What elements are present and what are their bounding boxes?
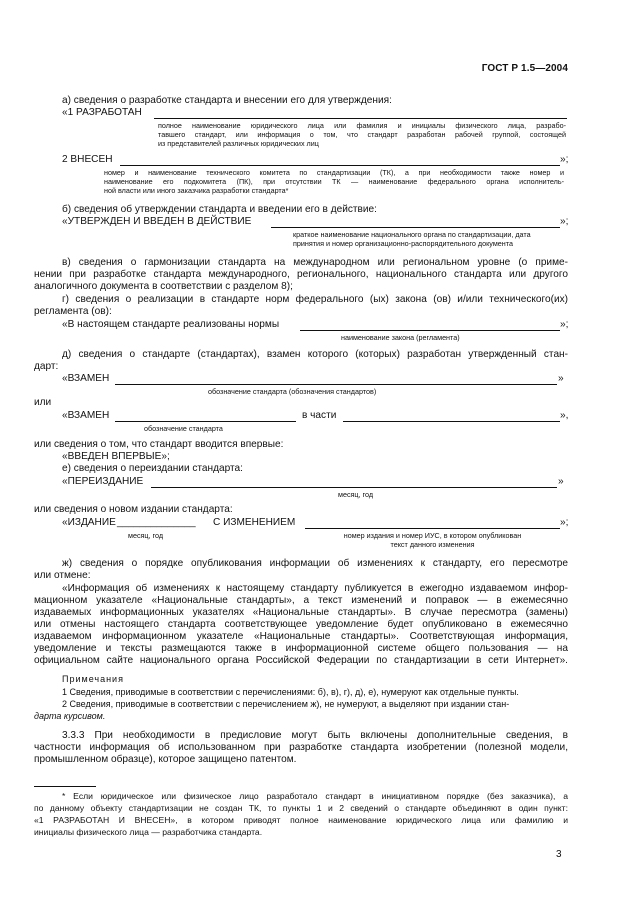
utverzhden-hint-2: принятия и номер организационно-распорядительного документа [293, 239, 513, 248]
vzamen2-label: «ВЗАМЕН [62, 410, 110, 421]
vnesen-hint-1: номер и наименование технического комитета по стандартизации (ТК), а при необходимости также номер и [104, 168, 564, 177]
vzamen2-hint: обозначение стандарта [144, 424, 223, 433]
laws-fill-line [300, 330, 560, 331]
vzamen-end: » [558, 373, 564, 384]
notes-heading: Примечания [62, 674, 124, 684]
izdanie-ius-hint-2: текст данного изменения [390, 540, 475, 549]
vnesen-hint-2: наименование его подкомитета (ПК), при отсутствии ТК — наименование федерального органа исполнитель- [104, 177, 564, 186]
document-code: ГОСТ Р 1.5—2004 [481, 63, 568, 74]
vnesen-fill-line [120, 165, 560, 166]
footnote-line-4: инициалы физического лица — разработчика стандарта. [34, 827, 263, 837]
block-g-line-2: регламента (ов): [34, 306, 112, 317]
razrabotan-hint-1: полное наименование юридического лица или фамилия и инициалы физического лица, разрабо- [158, 121, 566, 130]
pereizdanie-end: » [558, 476, 564, 487]
block-v-line-3: аналогичного документа в соответствии с разделом 8); [34, 281, 293, 292]
clause-333-line-1: 3.3.3 При необходимости в предисловие могут быть включены дополнительные сведения, в [62, 730, 568, 741]
razrabotan-hint-3: из представителей различных юридических лиц [158, 139, 319, 148]
v-chasti-fill-line [343, 421, 560, 422]
publication-quote-2: мационном указателе «Национальные стандарты», а текст изменений и поправок — в ежемесячно [34, 595, 568, 606]
publication-quote-5: издаваемом информационном указателе «Национальные стандарты». Соответствующая информация, [34, 631, 568, 642]
note-1: 1 Сведения, приводимые в соответствии с перечислениями: б), в), г), д), е), нумеруют как отдельные пункты. [62, 687, 519, 697]
publication-quote-7: официальном сайте национального органа Российской Федерации по стандартизации в сети Интернет». [34, 655, 568, 666]
utverzhden-label: «УТВЕРЖДЕН И ВВЕДЕН В ДЕЙСТВИЕ [62, 216, 252, 227]
vzamen-hint: обозначение стандарта (обозначения стандартов) [208, 387, 377, 396]
izdanie-fill-line [305, 528, 560, 529]
block-e-heading: е) сведения о переиздании стандарта: [62, 463, 243, 474]
first-time-intro: или сведения о том, что стандарт вводится впервые: [34, 439, 284, 450]
laws-hint: наименование закона (регламента) [341, 333, 460, 342]
note-2-part-1: 2 Сведения, приводимые в соответствии с перечислением ж), не нумеруют, а выделяют при издании стан- [62, 699, 510, 709]
pereizdanie-fill-line [151, 487, 557, 488]
utverzhden-hint-1: краткое наименование национального органа по стандартизации, дата [293, 230, 531, 239]
publication-quote-6: уведомление и тексты размещаются также в информационной системе общего пользования — на [34, 643, 568, 654]
vzamen-fill-line [115, 384, 557, 385]
vnesen-label: 2 ВНЕСЕН [62, 154, 113, 165]
vzamen-label: «ВЗАМЕН [62, 373, 110, 384]
izdanie-end: »; [560, 517, 569, 528]
block-zh-line-1: ж) сведения о порядке опубликования информации об изменениях к стандарту, его пересмотре [62, 558, 568, 569]
laws-label: «В настоящем стандарте реализованы нормы [62, 319, 280, 330]
utverzhden-end: »; [560, 216, 569, 227]
page-number: 3 [556, 849, 562, 860]
izdanie-label: «ИЗДАНИЕ [62, 517, 116, 528]
vnesen-hint-3: ной власти или иного заказчика разработки стандарта* [104, 186, 289, 195]
utverzhden-fill-line [271, 227, 560, 228]
block-v-line-1: в) сведения о гармонизации стандарта на международном или региональном уровне (о приме- [62, 257, 568, 268]
publication-quote-1: «Информация об изменениях к настоящему стандарту публикуется в ежегодно издаваемом инфор- [62, 583, 568, 594]
razrabotan-fill-line [154, 118, 567, 119]
izdanie-ius-hint-1: номер издания и номер ИУС, в котором опубликован [343, 531, 522, 540]
first-time-text: «ВВЕДЕН ВПЕРВЫЕ»; [62, 451, 170, 462]
note-2-part-2: дарта курсивом. [34, 711, 106, 721]
new-edition-intro: или сведения о новом издании стандарта: [34, 504, 233, 515]
block-zh-line-2: или отмене: [34, 570, 91, 581]
izdanie-month-hint: месяц, год [128, 531, 164, 540]
footnote-line-1: * Если юридическое или физическое лицо разработало стандарт в инициативном порядке (без заказчика), а [62, 791, 568, 801]
vnesen-end: »; [560, 154, 569, 165]
publication-quote-4: или отмены настоящего стандарта соответствующее уведомление будет опубликовано в ежемесячно [34, 619, 568, 630]
publication-quote-3: издаваемых информационных указателях «Национальные стандарты». В случае пересмотра (замены) [34, 607, 568, 618]
clause-333-line-3: промышленном образце), которое защищено патентом. [34, 754, 297, 765]
razrabotan-label: «1 РАЗРАБОТАН [62, 107, 142, 118]
block-a-heading: а) сведения о разработке стандарта и внесении его для утверждения: [62, 95, 392, 106]
block-b-heading: б) сведения об утверждении стандарта и введении его в действие: [62, 204, 377, 215]
laws-end: »; [560, 319, 569, 330]
v-chasti-text: в части [302, 410, 337, 421]
footnote-line-3: «1 РАЗРАБОТАН И ВНЕСЕН», в котором приводят полное наименование юридического лица или фамилию и [34, 815, 568, 825]
s-izmeneniem-text: С ИЗМЕНЕНИЕМ [213, 517, 296, 528]
pereizdanie-hint: месяц, год [338, 490, 374, 499]
vzamen2-end: », [560, 410, 569, 421]
block-d-line-2: дарт: [34, 361, 59, 372]
vzamen2-fill-line [115, 421, 296, 422]
footnote-separator [34, 786, 96, 787]
ili-text: или [34, 397, 52, 408]
pereizdanie-label: «ПЕРЕИЗДАНИЕ [62, 476, 144, 487]
izdanie-month-blank: ______________ [117, 517, 196, 528]
footnote-line-2: по данному объекту стандартизации не создан ТК, то пункты 1 и 2 сведений о стандарте объединяют в один пункт: [34, 803, 568, 813]
clause-333-line-2: частности информация об использованном при разработке стандарта изобретении (полезной модели, [34, 742, 568, 753]
block-g-line-1: г) сведения о реализации в стандарте норм федерального (ых) закона (ов) и/или технического(их) [62, 294, 568, 305]
block-d-line-1: д) сведения о стандарте (стандартах), взамен которого (которых) разработан утвержденный стан- [62, 349, 568, 360]
block-v-line-2: нении при разработке стандарта международного, регионального, национального стандарта или другого [34, 269, 568, 280]
razrabotan-hint-2: тавшего стандарт, или информация о том, что стандарт разработан рабочей группой, состоящей [158, 130, 566, 139]
